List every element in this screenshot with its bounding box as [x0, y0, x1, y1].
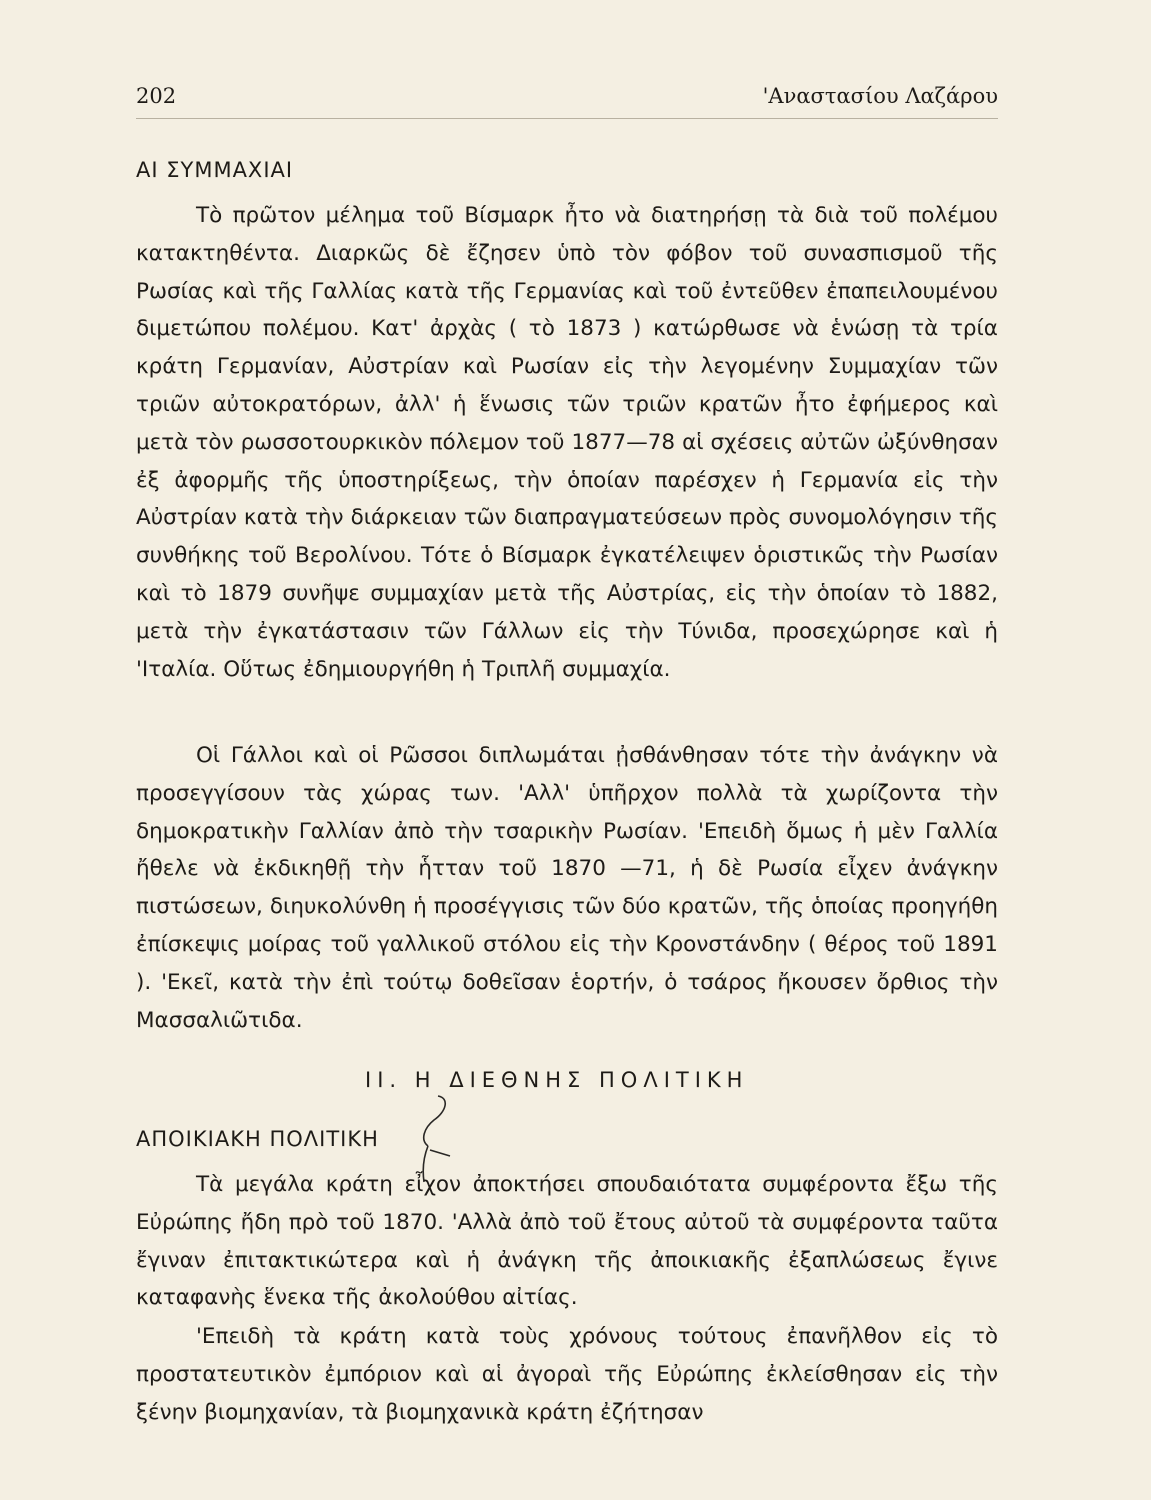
paragraph-text: 'Επειδὴ τὰ κράτη κατὰ τοὺς χρόνους τούτους ἐπανῆλθον εἰς τὸ προστατευτικὸν ἐμπόριον καὶ αἱ ἀγοραὶ τῆς Εὐρώπης ἐκλείσθησαν εἰς τὴν ξένην βιομηχανίαν, τὰ βιομηχανικὰ κράτη ἐζήτησαν: [136, 1324, 998, 1425]
page-number: 202: [136, 84, 177, 108]
chapter-heading: ΙΙ. Η ΔΙΕΘΝΗΣ ΠΟΛΙΤΙΚΗ: [365, 1068, 749, 1092]
running-title: 'Αναστασίου Λαζάρου: [762, 84, 998, 108]
paragraph-text: Τὰ μεγάλα κράτη εἶχον ἀποκτήσει σπουδαιότατα συμφέροντα ἔξω τῆς Εὐρώπης ἤδη πρὸ τοῦ 1870. 'Αλλὰ ἀπὸ τοῦ ἔτους αὐτοῦ τὰ συμφέροντα ταῦτα ἔγιναν ἐπιτακτικώτερα καὶ ἡ ἀνάγκη τῆς ἀποικιακῆς ἐξαπλώσεως ἔγινε καταφανὴς ἕνεκα τῆς ἀκολούθου αἰτίας.: [136, 1172, 998, 1311]
section-heading-colonial-policy: ΑΠΟΙΚΙΑΚΗ ΠΟΛΙΤΙΚΗ: [136, 1127, 379, 1151]
paragraph: [136, 1318, 998, 1431]
paragraph: [136, 197, 998, 688]
page-header: [136, 80, 998, 119]
paragraph-text: Οἱ Γάλλοι καὶ οἱ Ρῶσσοι διπλωμάται ᾐσθάνθησαν τότε τὴν ἀνάγκην νὰ προσεγγίσουν τὰς χώρας των. 'Αλλ' ὑπῆρχον πολλὰ τὰ χωρίζοντα τὴν δημοκρατικὴν Γαλλίαν ἀπὸ τὴν τσαρικὴν Ρωσίαν. 'Επειδὴ ὅμως ἡ μὲν Γαλλία ἤθελε νὰ ἐκδικηθῇ τὴν ἧτταν τοῦ 1870 —71, ἡ δὲ Ρωσία εἶχεν ἀνάγκην πιστώσεων, διηυκολύνθη ἡ προσέγγισις τῶν δύο κρατῶν, τῆς ὁποίας προηγήθη ἐπίσκεψις μοίρας τοῦ γαλλικοῦ στόλου εἰς τὴν Κρονστάνδην ( θέρος τοῦ 1891 ). 'Εκεῖ, κατὰ τὴν ἐπὶ τούτῳ δοθεῖσαν ἑορτήν, ὁ τσάρος ἤκουσεν ὄρθιος τὴν Μασσαλιῶτιδα.: [136, 743, 998, 1033]
paragraph-text: Τὸ πρῶτον μέλημα τοῦ Βίσμαρκ ἦτο νὰ διατηρήσῃ τὰ διὰ τοῦ πολέμου κατακτηθέντα. Διαρκῶς δὲ ἔζησεν ὑπὸ τὸν φόβον τοῦ συνασπισμοῦ τῆς Ρωσίας καὶ τῆς Γαλλίας κατὰ τῆς Γερμανίας καὶ τοῦ ἐντεῦθεν ἐπαπειλουμένου διμετώπου πολέμου. Κατ' ἀρχὰς ( τὸ 1873 ) κατώρθωσε νὰ ἑνώσῃ τὰ τρία κράτη Γερμανίαν, Αὐστρίαν καὶ Ρωσίαν εἰς τὴν λεγομένην Συμμαχίαν τῶν τριῶν αὐτοκρατόρων, ἀλλ' ἡ ἕνωσις τῶν τριῶν κρατῶν ἦτο ἐφήμερος καὶ μετὰ τὸν ρωσσοτουρκικὸν πόλεμον τοῦ 1877—78 αἱ σχέσεις αὐτῶν ὠξύνθησαν ἐξ ἀφορμῆς τῆς ὑποστηρίξεως, τὴν ὁποίαν παρέσχεν ἡ Γερμανία εἰς τὴν Αὐστρίαν κατὰ τὴν διάρκειαν τῶν διαπραγματεύσεων πρὸς συνομολόγησιν τῆς συνθήκης τοῦ Βερολίνου. Τότε ὁ Βίσμαρκ ἐγκατέλειψεν ὁριστικῶς τὴν Ρωσίαν καὶ τὸ 1879 συνῆψε συμμαχίαν μετὰ τῆς Αὐστρίας, εἰς τὴν ὁποίαν τὸ 1882, μετὰ τὴν ἐγκατάστασιν τῶν Γάλλων εἰς τὴν Τύνιδα, προσεχώρησε καὶ ἡ 'Ιταλία. Οὕτως ἐδημιουργήθη ἡ Τριπλῆ συμμαχία.: [136, 203, 998, 682]
paragraph: [136, 737, 998, 1039]
section-heading-alliances: ΑΙ ΣΥΜΜΑΧΙΑΙ: [136, 158, 294, 182]
paragraph: [136, 1166, 998, 1317]
